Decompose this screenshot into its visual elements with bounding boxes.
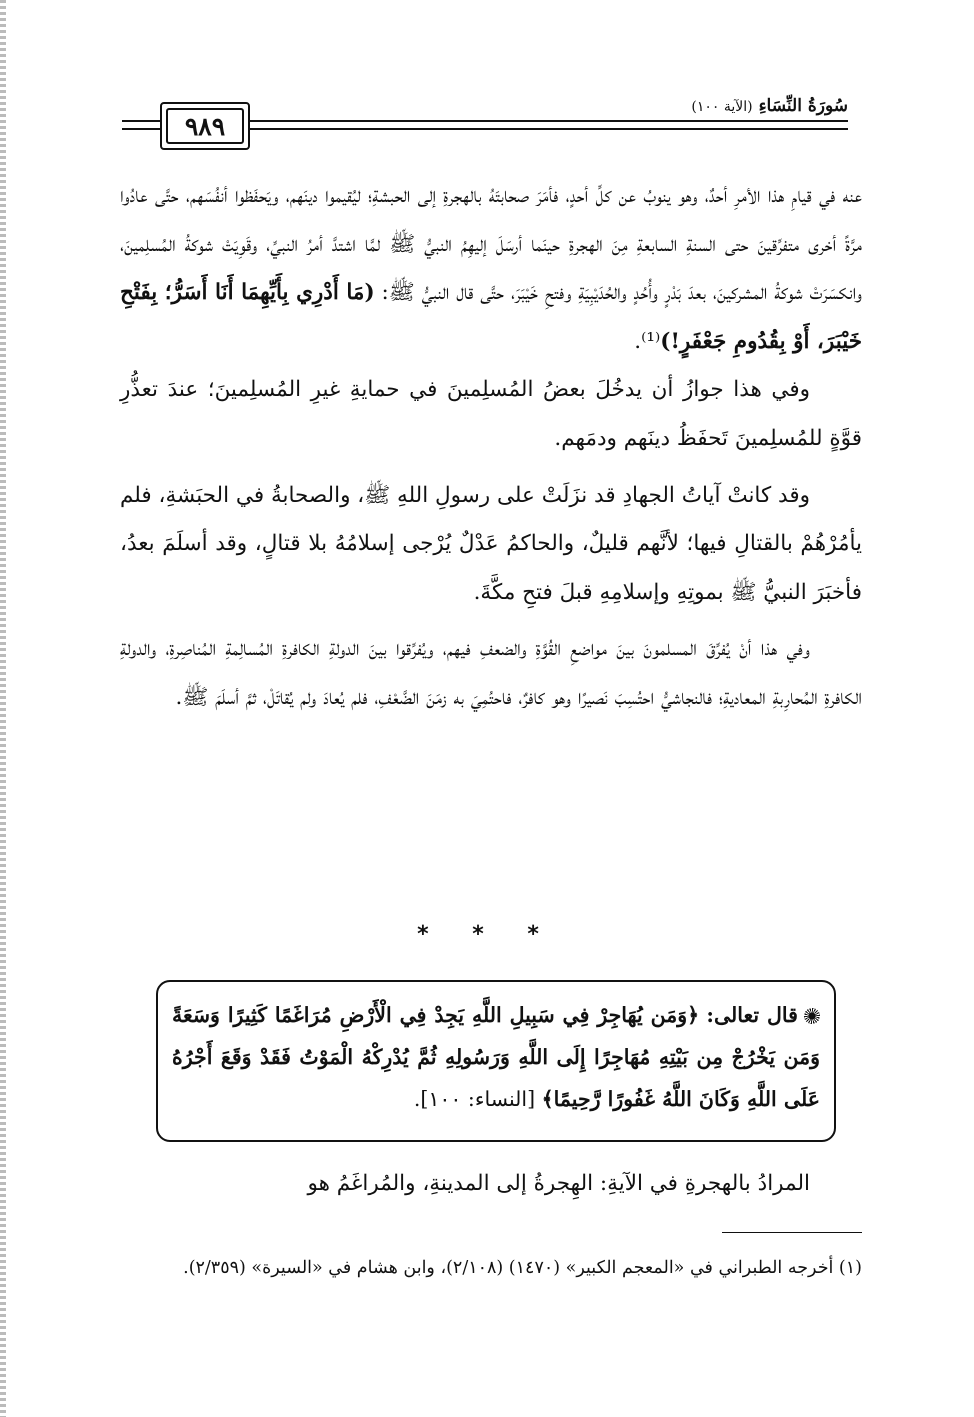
verse-box (156, 980, 836, 1142)
header-rule (248, 120, 848, 122)
paragraph (120, 172, 862, 366)
running-title (681, 96, 848, 116)
footnote-ref: ⁽¹⁾. (634, 328, 661, 354)
verse-citation: [النساء: ١٠٠]. (413, 1087, 536, 1111)
page-number: ٩٨٩ (166, 108, 244, 144)
paragraph: وفي هذا جوازُ أن يدخُلَ بعضُ المُسلِمينَ في حمايةِ غيرِ المُسلِمينَ؛ عندَ تعذُّرِ قوَّةٍ للمُسلِمينَ تَحفَظُ دينَهم ودمَهم. (120, 377, 862, 451)
paragraph: وفي هذا أنْ يُفرِّقَ المسلمونَ بينَ مواضعِ القُوَّةِ والضعفِ فيهم، ويُفرِّقوا بينَ الدولةِ الكافرةِ المُسالِمةِ المُناصِرةِ، والدولةِ الكافرةِ المُحارِبةِ المعاديةِ؛ فالنجاشيُّ احتُسِبَ نَصيرًا وهو كافرٌ، فاحتُمِيَ به زمَنَ الضَّعْفِ، فلم يُعادَ ولم يُقاتَلْ، ثمَّ أسلَمَ ﷺ. (120, 636, 862, 710)
page-number-box (160, 102, 250, 150)
verse-label: (الآية ١٠٠) (691, 99, 753, 115)
quran-verse: ﴿وَمَن يُهَاجِرْ فِي سَبِيلِ اللَّهِ يَجِدْ فِي الْأَرْضِ مُرَاغَمًا كَثِيرًا وَسَعَةً وَمَن يَخْرُجْ مِن بَيْتِهِ مُهَاجِرًا إِلَى اللَّهِ وَرَسُولِهِ ثُمَّ يُدْرِكْهُ الْمَوْتُ فَقَدْ وَقَعَ أَجْرُهُ عَلَى اللَّهِ وَكَانَ اللَّهُ غَفُورًا رَّحِيمًا﴾ (172, 1003, 820, 1111)
page-header (122, 92, 848, 154)
body-text (120, 172, 862, 723)
closing-text (120, 1160, 862, 1209)
ornament-icon (804, 1008, 820, 1024)
header-rule (122, 128, 160, 130)
paragraph: وقد كانتْ آياتُ الجهادِ قد نزَلَتْ على رسولِ اللهِ ﷺ، والصحابةُ في الحبَشةِ، فلم يأمُرْهُمْ بالقتالِ فيها؛ لأنَّهم قليلٌ، والحاكمُ عَدْلٌ يُرْجى إسلامُهُ بلا قتالٍ، وقد أسلَمَ بعدُ، فأخبَرَ النبيُّ ﷺ بموتِهِ وإسلامِهِ قبلَ فتحِ مكَّةَ. (120, 482, 862, 605)
section-separator: * * * (417, 922, 557, 947)
header-rule (122, 120, 160, 122)
paragraph: المرادُ بالهجرةِ في الآيةِ: الهِجرةُ إلى المدينةِ، والمُراغَمُ هو (307, 1171, 810, 1196)
footnote-divider (722, 1232, 862, 1233)
hadith-quote: (مَا أَدْرِي بِأَيِّهِمَا أَنَا أَسَرُّ؛ بِفَتْحِ خَيْبَرَ، أَوْ بِقُدُومِ جَعْفَرٍ!) (120, 280, 862, 354)
header-rule (248, 128, 848, 130)
paragraph-text: عنه في قيامِ هذا الأمرِ أحدٌ، وهو ينوبُ عن كلِّ أحدٍ، فأمَرَ صحابتَهُ بالهجرةِ إلى الحبشةِ؛ ليُقيموا دينَهم، ويَحفَظوا أنفُسَهم، حتَّى عادُوا مرَّةً أخرى متفرِّقينَ حتى السنةِ السابعةِ مِنَ الهجرةِ حينَما أرسَلَ إليهِمُ النبيُّ ﷺ لمَّا اشتدَّ أمرُ النبيِّ، وقَوِيَتْ شوكةُ المُسلِمينَ، وانكسَرَتْ شوكةُ المشركينَ، بعدَ بَدْرٍ وأُحُدٍ والحُدَيْبِيَةِ وفتحِ خَيْبَرَ، حتَّى قال النبيُّ ﷺ: (120, 183, 862, 306)
surah-title: سُورَةُ النِّسَاءِ (758, 96, 848, 116)
scan-edge (0, 0, 6, 1417)
verse-intro: قال تعالى: (706, 1003, 798, 1027)
footnote: (١) أخرجه الطبراني في «المعجم الكبير» (١٤٧٠) (٢/١٠٨)، وابن هشام في «السيرة» (٢/٣٥٩). (183, 1258, 862, 1278)
